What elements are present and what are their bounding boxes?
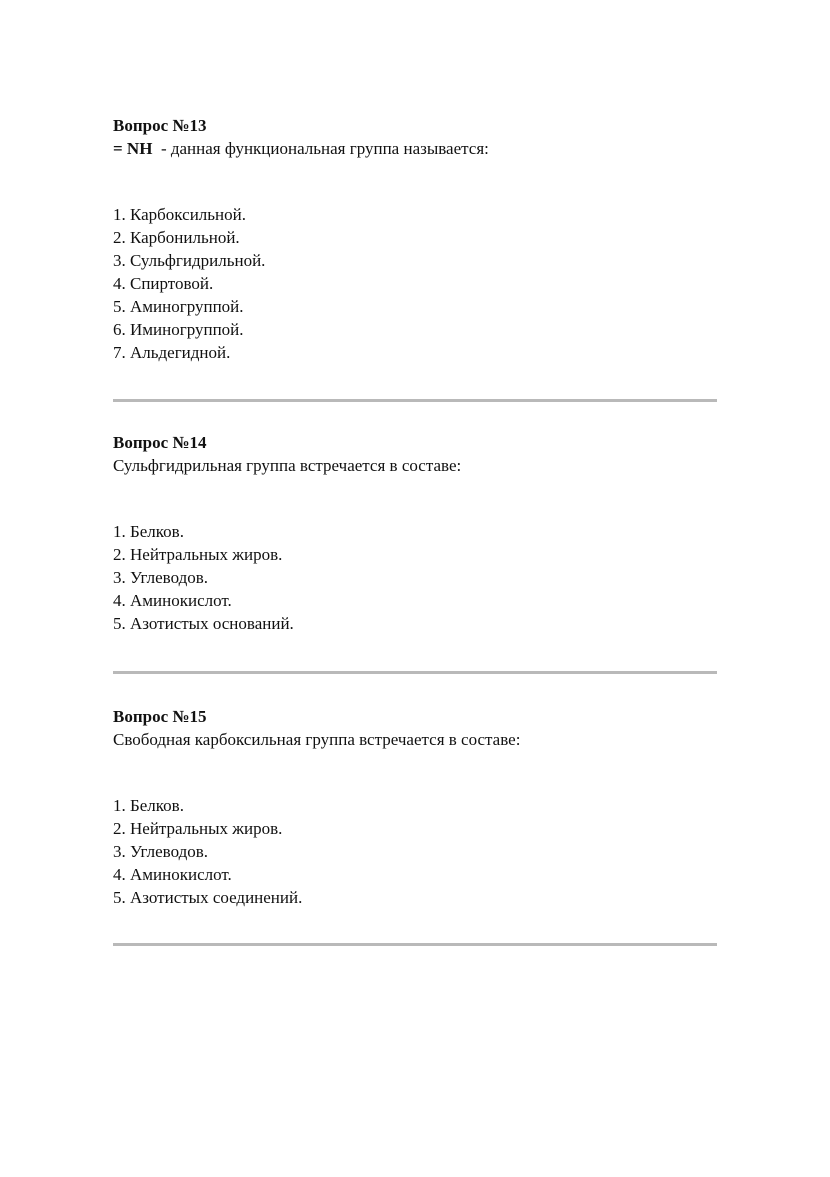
answer-options [113,794,302,909]
answer-option: 1. Карбоксильной. [113,205,246,224]
question-title: Вопрос №13 [113,116,207,135]
section-divider [113,943,717,946]
answer-option: 1. Белков. [113,796,184,815]
section-divider [113,671,717,674]
question-text: Сульфгидрильная группа встречается в составе: [113,456,462,475]
answer-option: 3. Углеводов. [113,568,209,587]
question-13 [113,114,717,362]
answer-option: 2. Карбонильной. [113,228,240,247]
answer-option: 1. Белков. [113,522,184,541]
question-text-body: - данная функциональная группа называется: [160,139,489,158]
question-text [113,137,717,160]
answer-option: 4. Аминокислот. [113,591,232,610]
question-title: Вопрос №14 [113,433,207,452]
question-15 [113,705,717,907]
section-divider [113,399,717,402]
question-title: Вопрос №15 [113,707,207,726]
answer-option: 3. Сульфгидрильной. [113,251,266,270]
question-formula: = NH [113,139,153,158]
answer-options [113,520,294,635]
answer-option: 6. Иминогруппой. [113,320,244,339]
answer-option: 2. Нейтральных жиров. [113,819,283,838]
answer-options [113,203,265,364]
question-text: Свободная карбоксильная группа встречается в составе: [113,730,521,749]
answer-option: 4. Спиртовой. [113,274,214,293]
answer-option: 7. Альдегидной. [113,343,231,362]
answer-option: 5. Аминогруппой. [113,297,244,316]
answer-option: 5. Азотистых соединений. [113,888,303,907]
question-14 [113,431,717,633]
answer-option: 2. Нейтральных жиров. [113,545,283,564]
answer-option: 3. Углеводов. [113,842,209,861]
answer-option: 5. Азотистых оснований. [113,614,294,633]
answer-option: 4. Аминокислот. [113,865,232,884]
